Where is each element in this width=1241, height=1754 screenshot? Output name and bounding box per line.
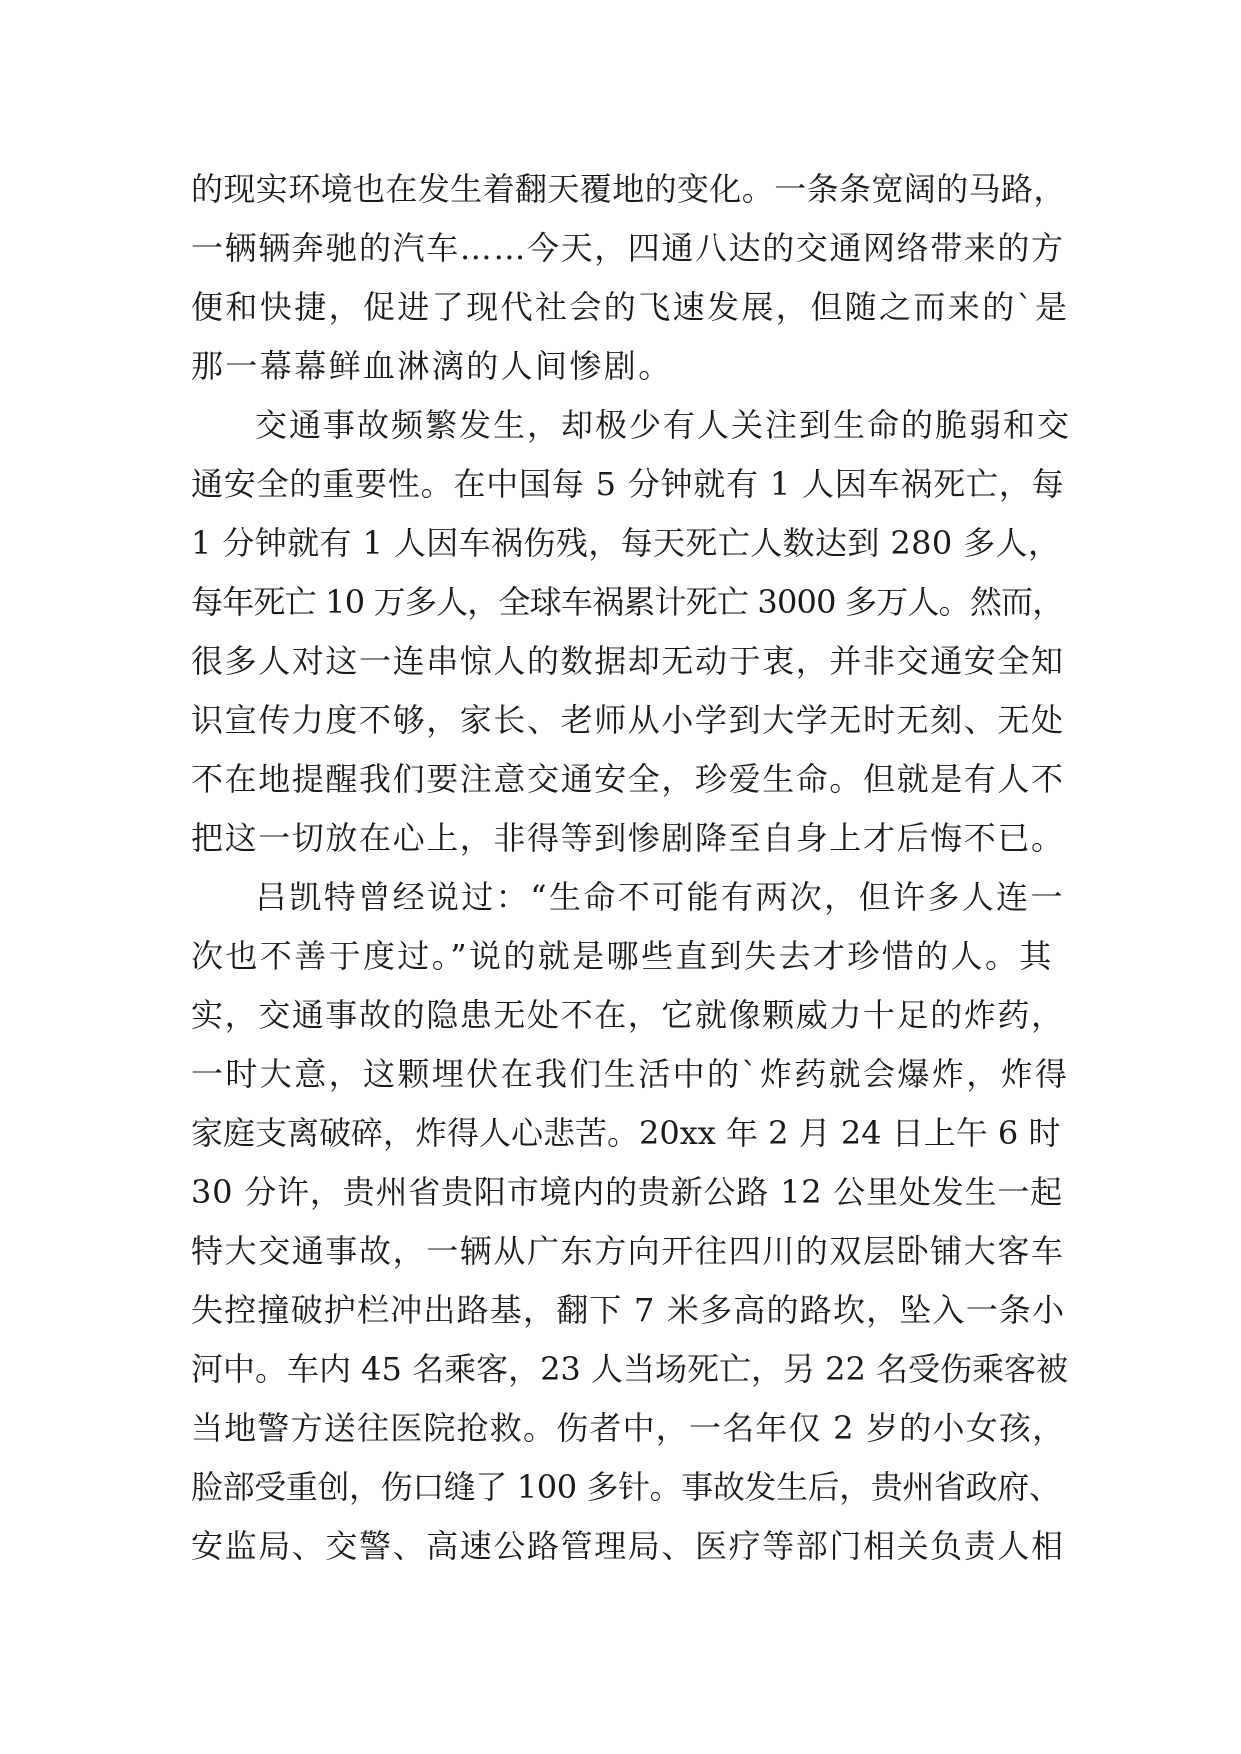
text-line: 的现实环境也在发生着翻天覆地的变化。一条条宽阔的马路， [191,170,1066,208]
text-line: 脸部受重创，伤口缝了 100 多针。事故发生后，贵州省政府、 [191,1468,1061,1506]
text-line: 那一幕幕鲜血淋漓的人间惨剧。 [191,347,673,385]
text-line: 次也不善于度过。”说的就是哪些直到失去才珍惜的人。其 [191,937,1054,975]
text-line: 30 分许，贵州省贵阳市境内的贵新公路 12 公里处发生一起 [191,1173,1063,1211]
paragraph-first-line: 吕凯特曾经说过：“生命不可能有两次，但许多人连一 [255,878,1065,916]
text-line: 家庭支离破碎，炸得人心悲苦。20xx 年 2 月 24 日上午 6 时 [191,1114,1061,1152]
text-line: 通安全的重要性。在中国每 5 分钟就有 1 人因车祸死亡，每 [191,465,1065,503]
text-line: 很多人对这一连串惊人的数据却无动于衷，并非交通安全知 [191,642,1065,680]
text-line: 把这一切放在心上，非得等到惨剧降至自身上才后悔不已。 [191,819,1065,857]
text-line: 识宣传力度不够，家长、老师从小学到大学无时无刻、无处 [191,701,1065,739]
text-line: 1 分钟就有 1 人因车祸伤残，每天死亡人数达到 280 多人， [191,524,1061,562]
paragraph-first-line: 交通事故频繁发生，却极少有人关注到生命的脆弱和交 [255,406,1072,444]
text-line: 每年死亡 10 万多人，全球车祸累计死亡 3000 多万人。然而， [191,583,1064,621]
text-line: 便和快捷，促进了现代社会的飞速发展，但随之而来的`是 [191,288,1070,326]
text-line: 实，交通事故的隐患无处不在，它就像颗威力十足的炸药， [191,996,1065,1034]
text-line: 一辆辆奔驰的汽车……今天，四通八达的交通网络带来的方 [191,229,1065,267]
text-line: 特大交通事故，一辆从广东方向开往四川的双层卧铺大客车 [191,1232,1065,1270]
document-body [191,160,1071,1576]
text-line: 不在地提醒我们要注意交通安全，珍爱生命。但就是有人不 [191,760,1065,798]
text-line: 河中。车内 45 名乘客，23 人当场死亡，另 22 名受伤乘客被 [191,1350,1069,1388]
text-line: 安监局、交警、高速公路管理局、医疗等部门相关负责人相 [191,1527,1065,1565]
text-line: 一时大意，这颗埋伏在我们生活中的`炸药就会爆炸，炸得 [191,1055,1070,1093]
text-line: 失控撞破护栏冲出路基，翻下 7 米多高的路坎，坠入一条小 [191,1291,1066,1329]
text-line: 当地警方送往医院抢救。伤者中，一名年仅 2 岁的小女孩， [191,1409,1066,1447]
